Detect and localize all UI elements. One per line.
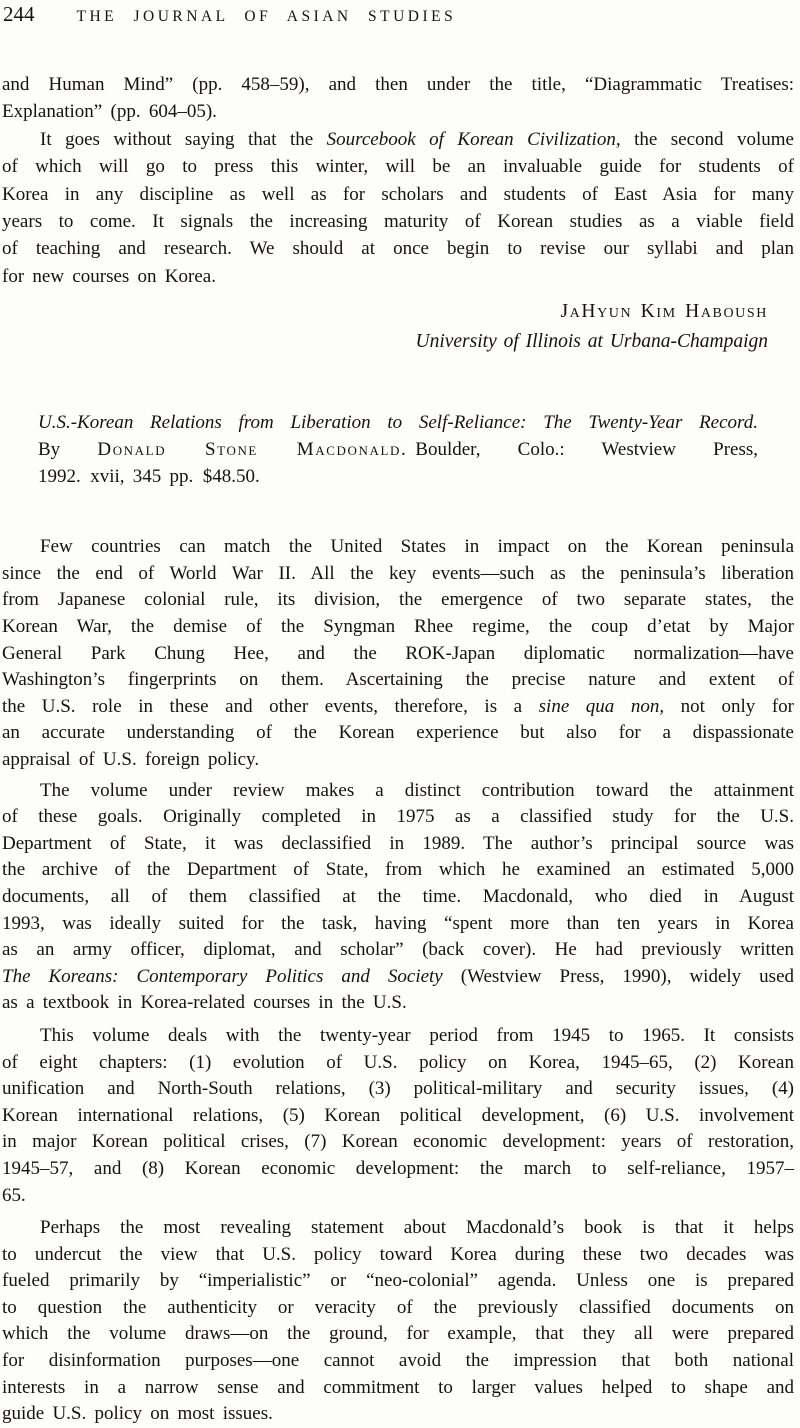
text-line: for disinformation purposes—one cannot avoid the impression that both national [2,1350,794,1372]
text-line: of teaching and research. We should at once begin to revise our syllabi and plan [2,238,794,260]
text-line: U.S.-Korean Relations from Liberation to Self-Reliance: The Twenty-Year Record. [38,412,758,434]
text-line: and Human Mind” (pp. 458–59), and then under the title, “Diagrammatic Treatises: [2,74,794,95]
text-line: Washington’s fingerprints on them. Ascertaining the precise nature and extent of [2,669,794,691]
text-line: of eight chapters: (1) evolution of U.S. policy on Korea, 1945–65, (2) Korean [2,1051,794,1073]
text-line: which the volume draws—on the ground, for example, that they all were prepared [2,1323,794,1345]
text-line: 65. [2,1184,26,1206]
closing-paragraph [2,126,794,290]
text-line: in major Korean political crises, (7) Korean economic development: years of restoration, [2,1131,794,1153]
text-line: interests in a narrow sense and commitment to larger values helped to shape and [2,1376,794,1398]
text-line: the U.S. role in these and other events, therefore, is a sine qua non, not only for [2,695,794,717]
text-line: Perhaps the most revealing statement about Macdonald’s book is that it helps [40,1217,794,1239]
text-line: to question the authenticity or veracity of the previously classified documents on [2,1296,794,1318]
review-paragraph-4 [2,1215,794,1428]
text-line: It goes without saying that the Sourcebook of Korean Civilization, the second volume [40,128,794,150]
text-line: The volume under review makes a distinct contribution toward the attainment [40,779,794,801]
continuation-paragraph [2,71,794,126]
text-line: This volume deals with the twenty-year period from 1945 to 1965. It consists [40,1024,794,1046]
text-line: guide U.S. policy on most issues. [2,1403,273,1425]
text-line: The Koreans: Contemporary Politics and Society (Westview Press, 1990), widely used [2,965,795,987]
text-line: as an army officer, diplomat, and scholar” (back cover). He had previously written [2,939,794,961]
text-line: the archive of the Department of State, from which he examined an estimated 5,000 [2,859,794,881]
text-line: By Donald Stone Macdonald. Boulder, Colo.: Westview Press, [38,439,758,461]
text-line: General Park Chung Hee, and the ROK-Japan diplomatic normalization—have [2,642,794,664]
review-paragraph-3 [2,1023,794,1209]
review-paragraph-2 [2,778,794,1017]
journal-title: THE JOURNAL OF ASIAN STUDIES [76,8,457,25]
text-line: 1993, was ideally suited for the task, having “spent more than ten years in Korea [2,912,794,934]
text-line: unification and North-South relations, (3) political-military and security issues, (4) [2,1078,794,1100]
text-line: Explanation” (pp. 604–05). [2,101,217,123]
text-line: for new courses on Korea. [2,265,216,287]
text-line: fueled primarily by “imperialistic” or “neo-colonial” agenda. Unless one is prepared [2,1270,794,1292]
text-line: University of Illinois at Urbana-Champaign [415,330,768,352]
text-line: Few countries can match the United States in impact on the Korean peninsula [40,536,794,558]
text-line: an accurate understanding of the Korean experience but also for a dispassionate [2,722,794,744]
page-content [0,71,800,1428]
text-line: JaHyun Kim Haboush [560,301,768,323]
page-number: 244 [3,2,35,26]
reviewer-signature [2,297,794,356]
text-line: appraisal of U.S. foreign policy. [2,749,260,770]
text-line: Korean international relations, (5) Korean political development, (6) U.S. involvement [2,1104,794,1126]
book-citation [38,409,758,490]
text-line: years to come. It signals the increasing maturity of Korean studies as a viable field [2,211,794,233]
text-line: Korea in any discipline as well as for scholars and students of East Asia for many [2,183,794,205]
text-line: as a textbook in Korea-related courses in the U.S. [2,992,407,1014]
text-line: to undercut the view that U.S. policy toward Korea during these two decades was [2,1243,794,1265]
text-line: Korean War, the demise of the Syngman Rhee regime, the coup d’etat by Major [2,616,794,638]
text-line: documents, all of them classified at the time. Macdonald, who died in August [2,885,794,907]
text-line: from Japanese colonial rule, its division, the emergence of two separate states, the [2,589,794,611]
text-line: of which will go to press this winter, will be an invaluable guide for students of [2,156,794,178]
text-line: 1992. xvii, 345 pp. $48.50. [38,466,260,488]
review-paragraph-1 [2,534,794,773]
text-line: 1945–57, and (8) Korean economic development: the march to self-reliance, 1957– [2,1157,794,1179]
text-line: Department of State, it was declassified in 1989. The author’s principal source was [2,832,794,854]
text-line: of these goals. Originally completed in 1975 as a classified study for the U.S. [2,806,794,828]
page-header [0,0,800,26]
text-line: since the end of World War II. All the key events—such as the peninsula’s liberation [2,562,794,584]
